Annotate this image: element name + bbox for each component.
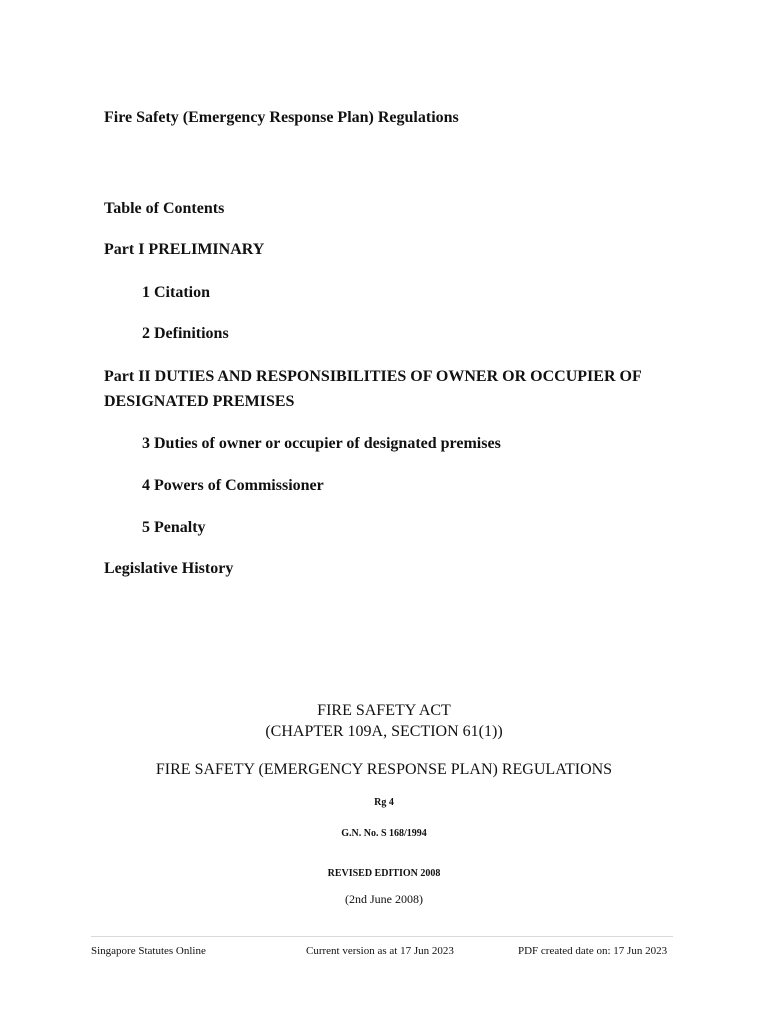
footer-divider [91,936,673,937]
rg-number: Rg 4 [374,797,394,808]
toc-item-penalty[interactable]: 5 Penalty [142,519,206,536]
toc-item-powers[interactable]: 4 Powers of Commissioner [142,477,324,494]
document-title: Fire Safety (Emergency Response Plan) Regulations [104,109,459,126]
revised-edition: REVISED EDITION 2008 [327,868,441,879]
footer-created-date: PDF created date on: 17 Jun 2023 [518,945,668,957]
regulations-title: FIRE SAFETY (EMERGENCY RESPONSE PLAN) REGULATIONS [155,761,613,778]
toc-heading: Table of Contents [104,200,225,217]
edition-date: (2nd June 2008) [345,892,423,906]
toc-legislative-history[interactable]: Legislative History [104,560,234,577]
toc-item-duties[interactable]: 3 Duties of owner or occupier of designated premises [142,435,501,452]
toc-part-2[interactable]: Part II DUTIES AND RESPONSIBILITIES OF OWNER OR OCCUPIER OF DESIGNATED PREMISES [104,368,642,410]
toc-item-definitions[interactable]: 2 Definitions [142,325,229,342]
footer-source: Singapore Statutes Online [91,945,206,957]
toc-part-1[interactable]: Part I PRELIMINARY [104,241,265,258]
act-name: FIRE SAFETY ACT [317,702,451,719]
footer-version: Current version as at 17 Jun 2023 [306,945,454,957]
toc-item-citation[interactable]: 1 Citation [142,284,210,301]
gn-number: G.N. No. S 168/1994 [341,828,427,839]
act-chapter: (CHAPTER 109A, SECTION 61(1)) [265,723,503,740]
